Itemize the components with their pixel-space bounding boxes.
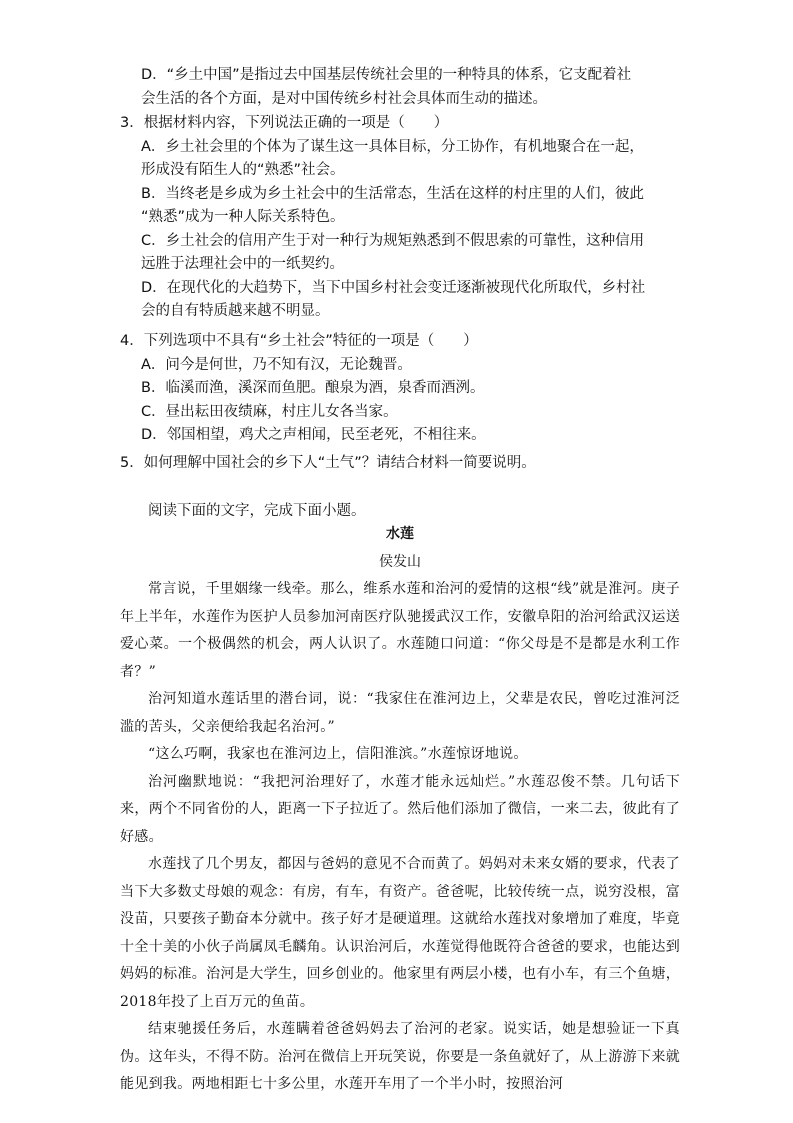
passage-title: 水莲 [386,526,414,542]
q3-option-c-line2: 远胜于法理社会中的一纸契约。 [141,256,344,272]
q3-option-c-line1: C．乡土社会的信用产生于对一种行为规矩熟悉到不假思索的可靠性，这种信用 [141,232,645,249]
q4-stem: 4．下列选项中不具有“乡土社会”特征的一项是（ ） [120,333,478,349]
q3-option-b-line2: “熟悉”成为一种人际关系特色。 [141,209,345,225]
q3-option-d-line2: 会的自有特质越来越不明显。 [141,303,330,319]
q4-option-a: A．问今是何世，乃不知有汉，无论魏晋。 [141,356,412,373]
passage-paragraph-3: “这么巧啊，我家也在淮河边上，信阳淮滨。”水莲惊讶地说。 [148,746,528,762]
reading-intro-block [120,500,680,524]
q3-option-a-line1: A．乡土社会里的个体为了谋生这一具体目标，分工协作，有机地聚合在一起， [141,138,644,155]
question-2-tail [120,64,680,111]
q4-option-d: D．邻国相望，鸡犬之声相闻，民至老死，不相往来。 [141,427,486,443]
passage-paragraph-1: 常言说，千里姻缘一线牵。那么，维系水莲和治河的爱情的这根“线”就是淮河。庚子年上半年，水莲作为医护人员参加河南医疗队驰援武汉工作，安徽阜阳的治河给武汉运送爱心菜。一个极偶然的机会，两人认识了。水莲随口问道：“你父母是不是都是水利工作者？” [120,581,680,680]
q3-option-a-line2: 形成没有陌生人的“熟悉”社会。 [141,162,345,178]
passage-paragraph-5: 水莲找了几个男友，都因与爸妈的意见不合而黄了。妈妈对未来女婿的要求，代表了当下大多数丈母娘的观念：有房，有车，有资产。爸爸呢，比较传统一点，说穷没根，富没苗，只要孩子勤奋本分就中。孩子好才是硬道理。这就给水莲找对象增加了难度，毕竟十全十美的小伙子尚属凤毛麟角。认识治河后，水莲觉得他既符合爸爸的要求，也能达到妈妈的标准。治河是大学生，回乡创业的。他家里有两层小楼，也有小车，有三个鱼塘，2018年投了上百万元的鱼苗。 [120,856,680,1010]
passage-author: 侯发山 [379,553,421,570]
q3-stem: 3．根据材料内容，下列说法正确的一项是（ ） [120,115,449,131]
q4-option-c: C．昼出耘田夜绩麻，村庄儿女各当家。 [141,403,398,420]
passage-paragraph-2: 治河知道水莲话里的潜台词，说：“我家住在淮河边上，父辈是农民，曾吃过淮河泛滥的苦头，父亲便给我起名治河。” [120,691,680,735]
passage-paragraph-4: 治河幽默地说：“我把河治理好了，水莲才能永远灿烂。”水莲忍俊不禁。几句话下来，两个不同省份的人，距离一下子拉近了。然后他们添加了微信，一来二去，彼此有了好感。 [120,773,680,845]
reading-passage [120,521,680,1099]
question-4 [120,330,680,448]
q2-option-d-line2: 会生活的各个方面，是对中国传统乡村社会具体而生动的描述。 [141,90,547,107]
q5-stem: 5．如何理解中国社会的乡下人“土气”？请结合材料一简要说明。 [120,455,536,471]
q3-option-b-line1: B．当终老是乡成为乡土社会中的生活常态，生活在这样的村庄里的人们，彼此 [141,185,644,202]
q4-option-b: B．临溪而渔，溪深而鱼肥。酿泉为酒，泉香而酒洌。 [141,380,485,396]
reading-intro: 阅读下面的文字，完成下面小题。 [148,503,366,519]
question-5 [120,452,680,476]
passage-paragraph-6: 结束驰援任务后，水莲瞒着爸爸妈妈去了治河的老家。说实话，她是想验证一下真伪。这年头，不得不防。治河在微信上开玩笑说，你要是一条鱼就好了，从上游游下来就能见到我。两地相距七十多公里，水莲开车用了一个半小时，按照治河 [120,1021,680,1092]
q2-option-d-line1: D．“乡土中国”是指过去中国基层传统社会里的一种特具的体系，它支配着社 [141,67,632,83]
question-3 [120,112,680,324]
q3-option-d-line1: D．在现代化的大趋势下，当下中国乡村社会变迁逐渐被现代化所取代，乡村社 [141,279,646,296]
